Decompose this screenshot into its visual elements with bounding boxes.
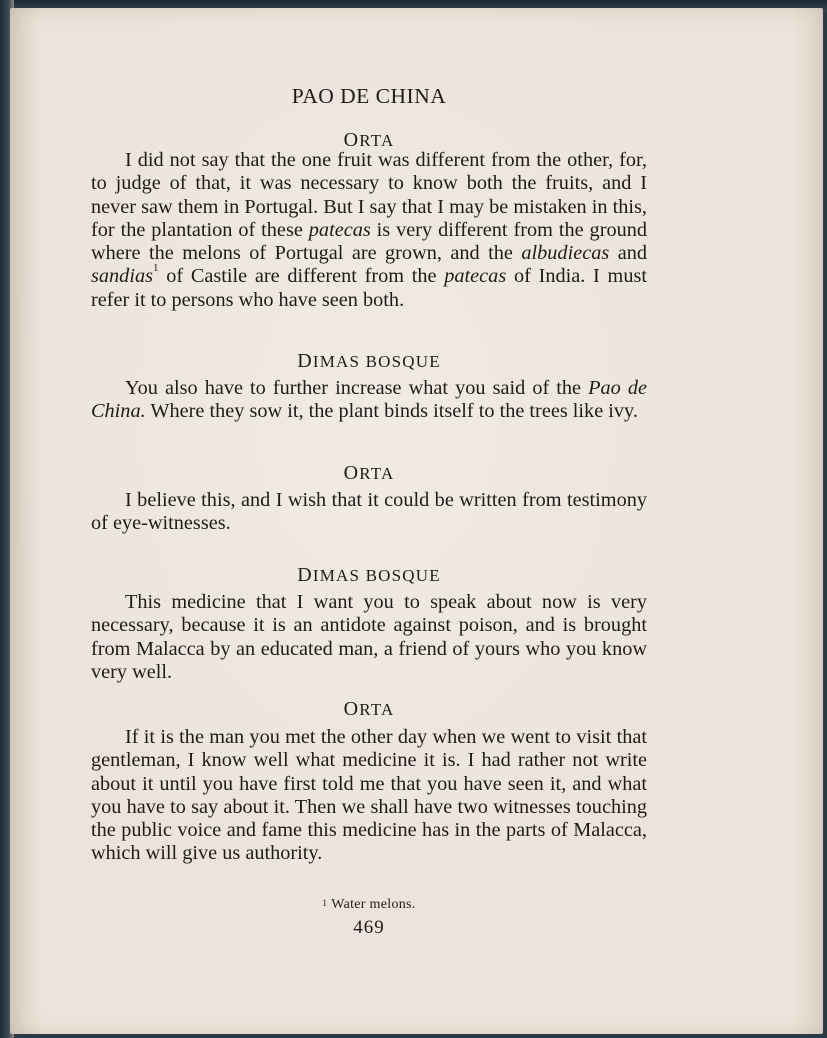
dialogue-paragraph [91, 591, 647, 684]
text-run: I did not say that the one fruit was different from the other, for, to judge of that, it was necessary to know both the fruits, and I never saw them in Portugal. But I say that I may be mistaken in this, for the plantation of these [91, 149, 647, 241]
footnote-marker: 1 [322, 898, 328, 908]
speaker-heading: ORTA [343, 698, 395, 720]
speaker-heading: ORTA [343, 462, 395, 484]
italic-term: Pao de China. [91, 377, 647, 423]
footnote [91, 893, 647, 916]
text-run: of Castile are different from the [158, 265, 445, 288]
speaker-heading: ORTA [343, 129, 395, 151]
text-run: and [609, 242, 647, 265]
text-run: Where they sow it, the plant binds itself to the trees like ivy. [145, 400, 638, 423]
dialogue-paragraph [91, 726, 647, 866]
text-run: I believe this, and I wish that it could be written from testimony of eye-witnesses. [91, 489, 647, 535]
italic-term: sandias [91, 265, 153, 288]
footnote-text: Water melons. [331, 897, 416, 912]
italic-term: patecas [444, 265, 507, 288]
text-run: This medicine that I want you to speak about now is very necessary, because it is an antidote against poison, and is brought from Malacca by an educated man, a friend of yours who you know very well. [91, 591, 647, 683]
italic-term: patecas [308, 218, 371, 241]
page-title: PAO DE CHINA [291, 84, 447, 108]
speaker-heading: DIMAS BOSQUE [297, 350, 441, 372]
dialogue-paragraph [91, 377, 647, 424]
text-run: is very different from the ground where the melons of Portugal are grown, and the [91, 218, 648, 265]
text-run: If it is the man you met the other day when we went to visit that gentleman, I know well what medicine it is. I had rather not write about it until you have first told me that you have seen it, and what you have to say about it. Then we shall have two witnesses touching the public voice and fame this medicine has in the parts of Malacca, which will give us authority. [91, 726, 647, 865]
speaker-heading: DIMAS BOSQUE [297, 564, 441, 586]
italic-term: albudiecas [521, 242, 610, 265]
text-run: of India. I must refer it to persons who have seen both. [91, 265, 647, 311]
footnote-reference: 1 [152, 262, 159, 275]
text-run: You also have to further increase what you said of the [125, 377, 589, 399]
book-page [10, 8, 823, 1034]
dialogue-paragraph [91, 149, 647, 312]
dialogue-paragraph [91, 489, 647, 536]
page-number: 469 [353, 917, 385, 938]
